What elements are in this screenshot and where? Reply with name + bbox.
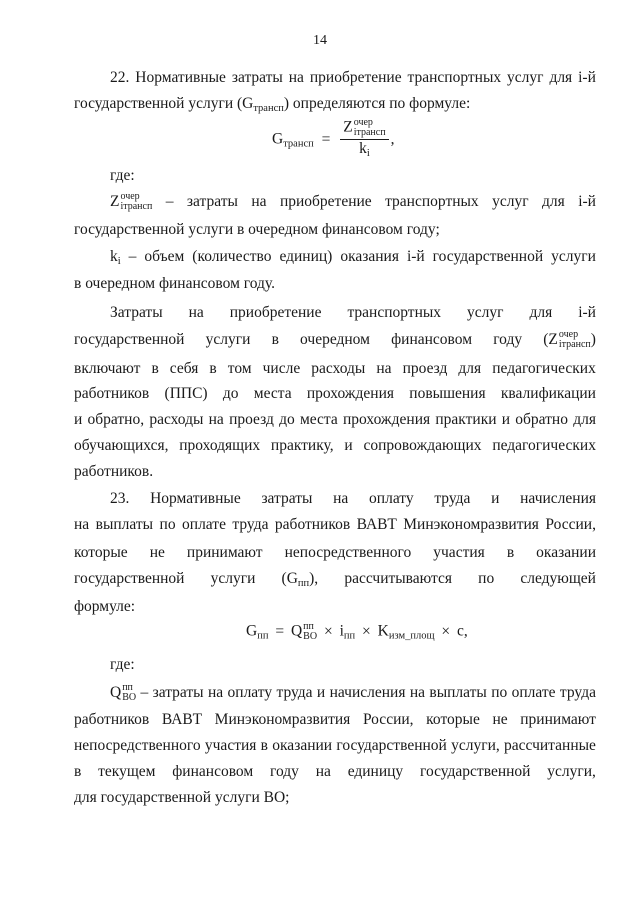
word: России, <box>545 516 596 533</box>
where-label-1: где: <box>110 167 135 184</box>
word: для <box>549 69 573 86</box>
costs-line6 <box>74 436 596 456</box>
p23-line4: государственной услуги $(G_{пп})$, рассчитываются по следующей <box>74 570 596 589</box>
word: на <box>376 360 392 377</box>
def-z-line2: государственной услуги в очередном финансовом году; <box>74 221 440 238</box>
word: в <box>260 737 268 754</box>
word: в <box>271 331 279 348</box>
word: 22. <box>110 69 130 86</box>
word: принимают <box>520 711 596 728</box>
word: транспортных <box>407 69 502 86</box>
word: на <box>251 193 267 210</box>
p22-line1 <box>110 68 596 88</box>
word: в <box>151 360 159 377</box>
word: (количество <box>192 248 272 265</box>
word: выплаты <box>429 684 487 701</box>
p22-line2: государственной услуги $(G_{трансп})$ определяются по формуле: <box>74 95 471 114</box>
word: которые <box>74 544 128 561</box>
word: которые <box>426 711 480 728</box>
word: году <box>269 763 299 780</box>
costs-line2: государственной услуги в очередном финансовом году (Z очер iтрансп ) <box>74 329 596 351</box>
word: оплате <box>511 684 556 701</box>
word: государственной <box>336 737 447 754</box>
word: – <box>165 193 174 210</box>
word: приобретение <box>279 193 372 210</box>
word: финансовом <box>391 331 473 348</box>
word: затраты <box>231 69 283 86</box>
def-q-line2 <box>74 710 596 730</box>
word: i-й <box>578 193 596 210</box>
word: участия <box>204 737 257 754</box>
word: Минэкономразвития <box>403 516 539 533</box>
word: работников <box>74 385 150 402</box>
p23-line5: формуле: <box>74 598 136 615</box>
word: практики <box>435 411 497 428</box>
formula-transport: $G_{трансп}$ = Z очер iтрансп $k_i$ , <box>272 118 394 162</box>
word: ВАВТ <box>356 516 397 533</box>
word: проезд <box>229 411 274 428</box>
costs-line1 <box>110 303 596 323</box>
word: включают <box>74 360 141 377</box>
formula-fraction: Z очер iтрансп $k_i$ <box>340 118 388 162</box>
word: для <box>529 304 553 321</box>
word: i-й <box>406 248 425 265</box>
word: прохождения <box>343 411 431 428</box>
word: по <box>478 570 495 587</box>
word: оказании <box>536 544 596 561</box>
word: Нормативные <box>135 69 226 86</box>
word: на <box>74 516 90 533</box>
where-label-2: где: <box>110 656 135 673</box>
word: оплату <box>369 490 414 507</box>
def-k-line2: в очередном финансовом году. <box>74 275 275 292</box>
word: i-й <box>578 304 596 321</box>
word: для <box>542 193 565 210</box>
word: непосредственного <box>74 737 201 754</box>
word: не <box>149 544 165 561</box>
word: – <box>140 684 149 701</box>
word: и <box>344 437 353 454</box>
word: рассчитанные <box>504 737 596 754</box>
word: (ППС) <box>164 385 208 402</box>
word: выплаты <box>95 516 154 533</box>
word: труда <box>434 490 471 507</box>
word: квалификации <box>500 385 596 402</box>
word: России, <box>362 711 414 728</box>
word: – <box>128 248 137 265</box>
word: оказании <box>272 737 333 754</box>
word: единиц) <box>279 248 333 265</box>
word: затраты <box>152 684 204 701</box>
word: начисления <box>329 684 406 701</box>
word: повышения <box>409 385 486 402</box>
p23-line3 <box>74 543 596 563</box>
word: практику, <box>270 437 334 454</box>
word: непосредственного <box>284 544 412 561</box>
word: на <box>208 411 224 428</box>
word: педагогических <box>492 360 596 377</box>
word: по <box>159 516 176 533</box>
word: начисления <box>520 490 596 507</box>
word: труда <box>232 516 269 533</box>
word: проезд <box>402 360 448 377</box>
word: и <box>491 490 500 507</box>
p23-line1 <box>110 489 596 509</box>
word: в <box>506 544 515 561</box>
word: до <box>279 411 295 428</box>
word: государственной <box>432 248 544 265</box>
word: ВАВТ <box>161 711 203 728</box>
page-number: 14 <box>313 33 327 48</box>
word: числе <box>262 360 301 377</box>
word: места <box>253 385 292 402</box>
word: на <box>333 490 349 507</box>
word: затраты <box>261 490 313 507</box>
word: услуги <box>205 331 251 348</box>
word: труда <box>559 684 596 701</box>
word: для <box>458 360 482 377</box>
word: затраты <box>186 193 238 210</box>
word: следующей <box>520 570 596 587</box>
word: в <box>74 763 82 780</box>
word: очередном <box>300 331 370 348</box>
word: услуги, <box>451 737 500 754</box>
def-k-line1: $k_i$ – объем (количество единиц) оказания i-й государственной услуги <box>110 248 596 267</box>
word: текущем <box>98 763 156 780</box>
word: работников <box>274 516 351 533</box>
word: места <box>299 411 338 428</box>
word: услуги <box>551 248 596 265</box>
word: и <box>316 684 326 701</box>
word: педагогических <box>492 437 596 454</box>
word: принимают <box>186 544 263 561</box>
word: на <box>409 684 426 701</box>
word: себя <box>169 360 199 377</box>
word: приобретение <box>309 69 402 86</box>
word: том <box>227 360 252 377</box>
word: участия <box>433 544 485 561</box>
costs-line5 <box>74 410 596 430</box>
word: по <box>491 684 508 701</box>
costs-line7: работников. <box>74 463 154 480</box>
word: Нормативные <box>150 490 241 507</box>
def-q-line5: для государственной услуги ВО; <box>74 789 290 806</box>
word: услуги <box>210 570 256 587</box>
word: i-й <box>578 69 596 86</box>
word: приобретение <box>229 304 322 321</box>
word: в <box>209 360 217 377</box>
word: 23. <box>110 490 130 507</box>
p23-line2 <box>74 515 596 535</box>
word: прохождения <box>306 385 395 402</box>
word: для <box>573 411 596 428</box>
word: на <box>288 69 304 86</box>
def-q-line1: Q пп ВО – затраты на оплату труда и начисления на выплаты по оплате труда <box>110 682 596 704</box>
word: услуг <box>467 304 504 321</box>
def-z-line1: Z очер iтрансп – затраты на приобретение транспортных услуг для i-й <box>110 191 596 213</box>
def-q-line4 <box>74 762 596 782</box>
word: объем <box>144 248 185 265</box>
word: на <box>315 763 331 780</box>
word: проходящих <box>179 437 261 454</box>
word: услуг <box>492 193 529 210</box>
word: расходы <box>311 360 366 377</box>
word: не <box>492 711 508 728</box>
word: Затраты <box>110 304 163 321</box>
word: до <box>222 385 239 402</box>
word: обучающихся, <box>74 437 169 454</box>
word: Минэкономразвития <box>214 711 351 728</box>
word: транспортных <box>347 304 442 321</box>
word: и <box>74 411 83 428</box>
word: году <box>493 331 523 348</box>
word: единицу <box>347 763 404 780</box>
word: расходы <box>149 411 204 428</box>
word: рассчитываются <box>344 570 453 587</box>
word: сопровождающих <box>363 437 482 454</box>
word: обратно, <box>87 411 145 428</box>
word: услуги, <box>547 763 596 780</box>
word: обратно <box>515 411 568 428</box>
word: и <box>501 411 511 428</box>
word: оплату <box>227 684 273 701</box>
word: оказания <box>340 248 399 265</box>
word: на <box>207 684 224 701</box>
word: транспортных <box>385 193 479 210</box>
word: на <box>188 304 204 321</box>
word: работников <box>74 711 150 728</box>
word: услуг <box>507 69 544 86</box>
word: государственной <box>74 570 185 587</box>
word: государственной <box>74 331 185 348</box>
costs-line3 <box>74 359 596 379</box>
word: государственной <box>419 763 531 780</box>
word: финансовом <box>172 763 254 780</box>
formula-labor: $G_{пп} = Q$ пп ВО × $i_{пп} \times K_{изм\_площ} \times c$, <box>246 621 468 642</box>
word: оплате <box>182 516 226 533</box>
word: труда <box>276 684 313 701</box>
def-q-line3 <box>74 736 596 756</box>
costs-line4 <box>74 384 596 404</box>
